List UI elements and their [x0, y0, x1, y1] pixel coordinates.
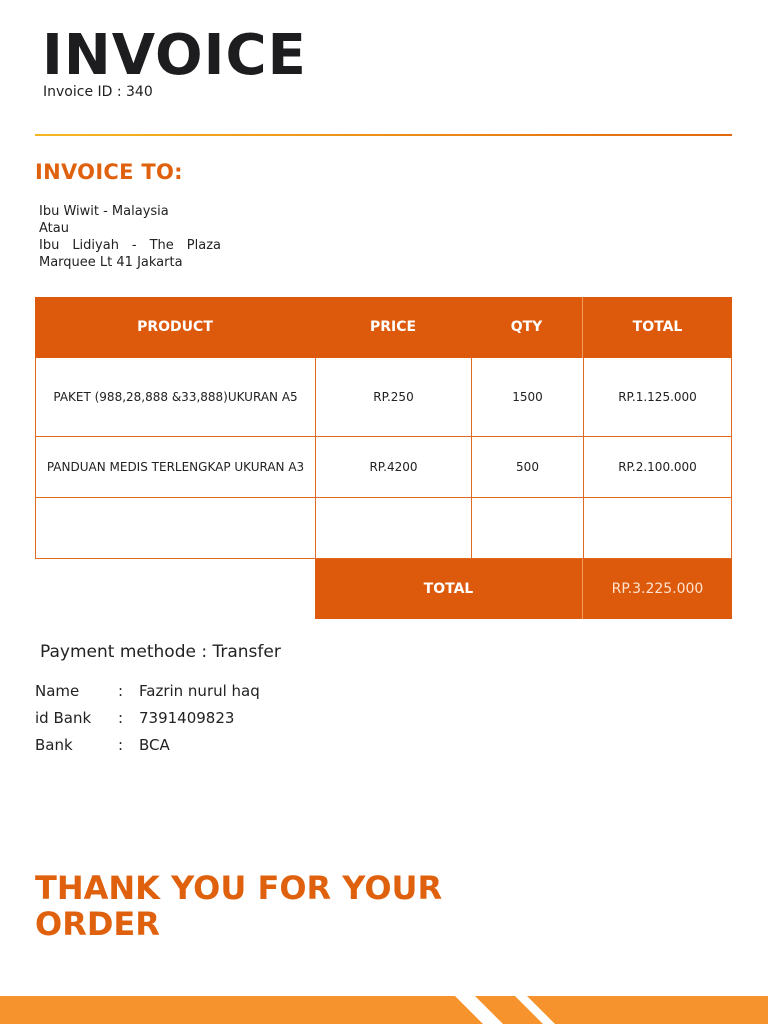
cell-total: RP.1.125.000	[618, 389, 697, 404]
thank-you-line: ORDER	[35, 905, 160, 943]
footer-stripe-main	[0, 996, 483, 1024]
address-line: Marquee Lt 41 Jakarta	[39, 255, 183, 270]
payment-value: BCA	[139, 736, 170, 754]
table-row	[35, 498, 732, 559]
thank-you-message	[35, 870, 442, 942]
column-header-price: PRICE	[369, 319, 417, 335]
thank-you-line: THANK YOU FOR YOUR	[35, 869, 443, 907]
invoice-to-heading: INVOICE TO:	[35, 160, 183, 184]
cell-total	[584, 498, 731, 558]
cell-qty: 500	[472, 437, 584, 497]
cell-price: RP.250	[316, 358, 472, 436]
table-row	[35, 358, 732, 437]
table-row	[35, 437, 732, 498]
invoice-title: INVOICE	[42, 23, 307, 88]
cell-qty: 1500	[472, 358, 584, 436]
cell-product	[36, 498, 316, 558]
invoice-id: Invoice ID : 340	[43, 84, 153, 100]
cell-price	[316, 498, 472, 558]
footer-stripe-decoration	[0, 996, 768, 1024]
payment-key: Bank	[35, 736, 73, 754]
column-header-qty: QTY	[510, 319, 543, 335]
payment-colon: :	[118, 682, 124, 700]
column-header-total: TOTAL	[632, 319, 683, 335]
grand-total-bar	[315, 559, 732, 619]
table-header	[35, 297, 732, 358]
recipient-address	[39, 203, 221, 271]
payment-colon: :	[118, 709, 124, 727]
payment-key: Name	[35, 682, 80, 700]
address-line: Atau	[39, 221, 69, 236]
payment-method: Payment methode : Transfer	[40, 642, 281, 662]
footer-stripe-right	[527, 996, 768, 1024]
address-line: Ibu Lidiyah - The Plaza	[39, 238, 221, 253]
cell-total: RP.2.100.000	[618, 459, 697, 474]
payment-colon: :	[118, 736, 124, 754]
cell-price: RP.4200	[316, 437, 472, 497]
address-line: Ibu Wiwit - Malaysia	[39, 204, 169, 219]
grand-total-value: RP.3.225.000	[611, 581, 704, 597]
payment-value: Fazrin nurul haq	[139, 682, 260, 700]
header-divider	[35, 134, 732, 136]
grand-total-label: TOTAL	[423, 581, 474, 597]
column-header-product: PRODUCT	[137, 319, 213, 335]
cell-product: PAKET (988,28,888 &33,888)UKURAN A5	[36, 358, 316, 436]
cell-product: PANDUAN MEDIS TERLENGKAP UKURAN A3	[36, 437, 316, 497]
payment-value: 7391409823	[139, 709, 235, 727]
cell-qty	[472, 498, 584, 558]
payment-key: id Bank	[35, 709, 92, 727]
